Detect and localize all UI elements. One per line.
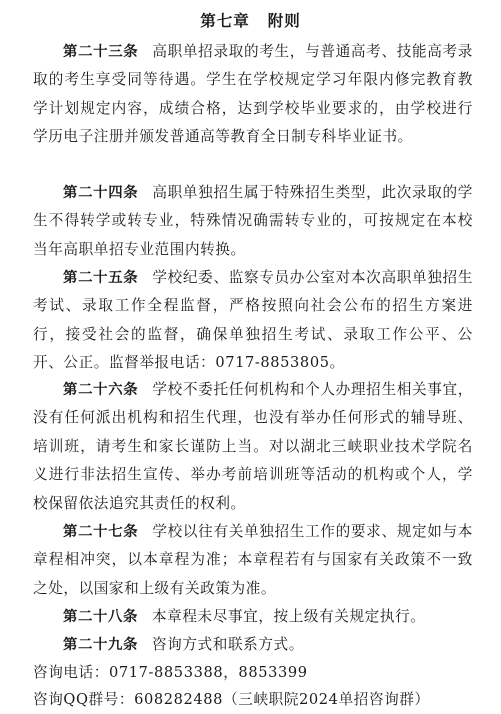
contact-qq-group: 咨询QQ群号：608282488（三峡职院2024单招咨询群） (33, 691, 430, 708)
article-number: 第二十三条 (63, 44, 139, 60)
article-27 (33, 518, 473, 603)
article-29 (33, 631, 473, 659)
article-text: 高职单独招生属于特殊招生类型，此次录取的学生不得转学或转专业，特殊情况确需转专业的，可按规定在本校当年高职单招专业范围内转换。 (33, 184, 473, 258)
article-number: 第二十四条 (63, 185, 139, 201)
article-26 (33, 376, 473, 518)
article-text: 学校不委托任何机构和个人办理招生相关事宜，没有任何派出机构和招生代理，也没有举办任何形式的辅导班、培训班，请考生和家长谨防上当。对以湖北三峡职业技术学院名义进行非法招生宣传、举办考前培训班等活动的机构或个人，学校保留依法追究其责任的权利。 (33, 381, 473, 512)
article-text: 本章程未尽事宜，按上级有关规定执行。 (151, 608, 426, 625)
chapter-number: 第七章 (200, 11, 250, 30)
article-28 (33, 603, 473, 631)
article-number: 第二十七条 (63, 524, 139, 540)
article-24 (33, 179, 473, 264)
article-text: 高职单招录取的考生，与普通高考、技能高考录取的考生享受同等待遇。学生在学校规定学习年限内修完教育教学计划规定内容，成绩合格，达到学校毕业要求的，由学校进行学历电子注册并颁发普通高等教育全日制专科毕业证书。 (33, 43, 473, 146)
chapter-title (0, 10, 501, 32)
article-text: 学校纪委、监察专员办公室对本次高职单独招生考试、录取工作全程监督，严格按照向社会公布的招生方案进行，接受社会的监督，确保单独招生考试、录取工作公平、公开、公正。监督举报电话：0717-8853805。 (33, 269, 473, 372)
article-number: 第二十六条 (63, 382, 139, 398)
article-number: 第二十五条 (63, 270, 139, 286)
article-number: 第二十八条 (63, 609, 138, 625)
article-text: 学校以往有关单独招生工作的要求、规定如与本章程相冲突，以本章程为准；本章程若有与国家有关政策不一致之处，以国家和上级有关政策为准。 (33, 523, 473, 597)
article-text: 咨询方式和联系方式。 (151, 636, 304, 653)
article-25 (33, 264, 473, 378)
contact-phone: 咨询电话：0717-8853388，8853399 (33, 664, 308, 681)
article-number: 第二十九条 (63, 637, 138, 653)
chapter-name: 附则 (267, 11, 301, 30)
article-23 (33, 38, 473, 152)
